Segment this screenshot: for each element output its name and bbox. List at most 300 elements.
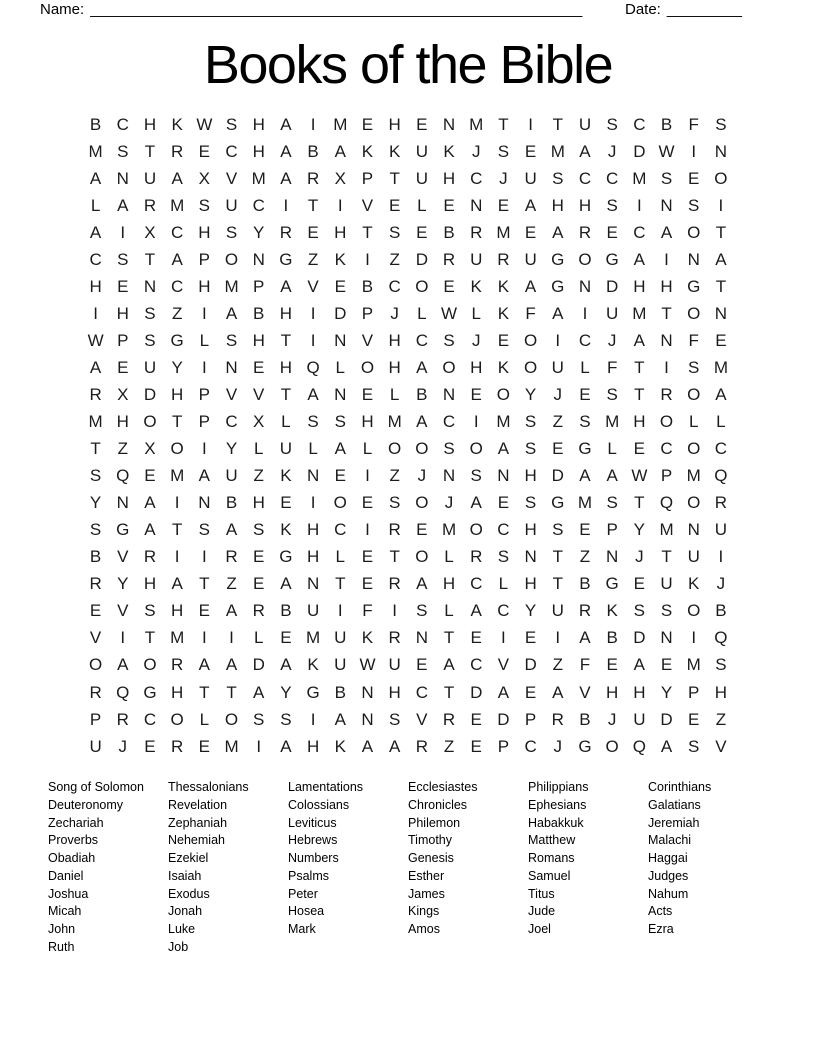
- grid-cell: W: [658, 141, 675, 161]
- grid-cell: N: [198, 493, 211, 513]
- name-label: Name:: [40, 1, 85, 18]
- grid-cell: S: [117, 141, 129, 161]
- grid-cell: T: [552, 574, 563, 594]
- grid-cell: S: [225, 330, 238, 350]
- grid-cell: C: [524, 736, 537, 756]
- grid-cell: L: [389, 384, 400, 404]
- grid-cell: A: [89, 357, 102, 377]
- grid-cell: E: [361, 547, 374, 567]
- grid-cell: T: [144, 249, 156, 269]
- grid-cell: M: [469, 114, 484, 134]
- grid-cell: A: [198, 655, 211, 675]
- grid-cell: M: [387, 412, 402, 432]
- grid-cell: A: [334, 141, 346, 161]
- word-list-item: Philemon: [408, 815, 461, 830]
- grid-cell: H: [143, 574, 157, 594]
- grid-cell: M: [170, 466, 185, 486]
- grid-cell: T: [634, 357, 645, 377]
- grid-cell: L: [607, 439, 617, 459]
- grid-cell: X: [253, 412, 265, 432]
- grid-cell: W: [631, 466, 648, 486]
- grid-cell: M: [170, 628, 185, 648]
- grid-cell: O: [687, 493, 701, 513]
- grid-cell: J: [499, 168, 508, 188]
- grid-cell: I: [201, 357, 207, 377]
- word-list-item: Hosea: [288, 904, 325, 919]
- grid-cell: U: [279, 439, 293, 459]
- grid-cell: S: [443, 439, 455, 459]
- grid-cell: F: [688, 114, 699, 134]
- grid-cell: E: [334, 276, 346, 296]
- word-list-item: Mark: [288, 922, 316, 936]
- grid-cell: G: [578, 736, 592, 756]
- grid-cell: H: [143, 114, 157, 134]
- word-list-item: Zephaniah: [168, 815, 228, 830]
- word-list-item: Nahum: [648, 886, 689, 901]
- grid-cell: H: [252, 114, 265, 134]
- grid-cell: P: [524, 709, 537, 729]
- grid-cell: N: [497, 466, 510, 486]
- grid-cell: O: [170, 439, 184, 459]
- grid-cell: D: [415, 249, 428, 269]
- grid-cell: A: [171, 249, 183, 269]
- word-list-item: Esther: [408, 868, 445, 883]
- grid-cell: C: [470, 168, 483, 188]
- grid-cell: Z: [117, 439, 128, 459]
- grid-cell: N: [442, 114, 456, 134]
- grid-cell: H: [606, 682, 619, 702]
- grid-cell: R: [116, 709, 129, 729]
- word-list-column: [168, 779, 288, 957]
- grid-cell: A: [715, 384, 727, 404]
- word-list-item: Daniel: [48, 868, 84, 883]
- grid-cell: U: [633, 709, 646, 729]
- grid-cell: I: [392, 601, 398, 621]
- word-list-item: Romans: [528, 851, 575, 865]
- grid-cell: L: [335, 547, 346, 567]
- grid-cell: G: [578, 439, 592, 459]
- grid-cell: H: [171, 384, 184, 404]
- grid-cell: K: [443, 141, 455, 161]
- grid-cell: V: [225, 168, 238, 188]
- grid-cell: T: [199, 682, 210, 702]
- grid-cell: C: [578, 168, 592, 188]
- grid-cell: U: [334, 655, 347, 675]
- grid-cell: S: [144, 303, 156, 323]
- grid-cell: E: [253, 357, 265, 377]
- grid-cell: A: [579, 466, 591, 486]
- grid-cell: U: [306, 601, 320, 621]
- grid-cell: Y: [660, 682, 673, 702]
- grid-cell: U: [415, 168, 428, 188]
- grid-cell: C: [171, 222, 184, 242]
- grid-cell: S: [198, 195, 211, 215]
- word-list-item: Micah: [48, 904, 82, 919]
- grid-cell: D: [524, 655, 537, 675]
- word-list-item: Thessalonians: [168, 780, 249, 794]
- grid-cell: S: [117, 249, 129, 269]
- grid-cell: A: [144, 493, 156, 513]
- grid-cell: M: [496, 222, 511, 242]
- grid-cell: U: [470, 249, 483, 269]
- grid-cell: B: [416, 384, 428, 404]
- word-list-item: Ezra: [648, 922, 674, 936]
- grid-cell: B: [606, 628, 618, 648]
- grid-cell: A: [606, 466, 618, 486]
- grid-cell: O: [143, 412, 157, 432]
- grid-cell: C: [442, 412, 456, 432]
- grid-cell: G: [605, 249, 619, 269]
- word-list-item: Lamentations: [288, 780, 364, 794]
- grid-cell: H: [198, 222, 211, 242]
- word-list-item: Corinthians: [648, 780, 712, 794]
- grid-cell: B: [443, 222, 455, 242]
- grid-cell: S: [606, 493, 618, 513]
- grid-cell: A: [144, 520, 156, 540]
- grid-cell: K: [361, 628, 374, 648]
- grid-cell: U: [334, 628, 347, 648]
- grid-cell: Q: [632, 736, 646, 756]
- grid-cell: M: [713, 357, 728, 377]
- grid-cell: G: [116, 520, 130, 540]
- grid-cell: D: [497, 709, 510, 729]
- grid-cell: Q: [714, 466, 728, 486]
- word-list-column: [408, 779, 528, 957]
- grid-cell: A: [280, 141, 292, 161]
- grid-cell: G: [551, 493, 565, 513]
- grid-cell: Z: [443, 736, 455, 756]
- word-list-item: Song of Solomon: [48, 780, 144, 794]
- word-list-item: Philippians: [528, 780, 589, 794]
- grid-cell: A: [552, 222, 564, 242]
- grid-cell: E: [524, 628, 537, 648]
- word-list-item: Obadiah: [48, 851, 96, 865]
- grid-cell: X: [144, 439, 156, 459]
- grid-cell: L: [688, 412, 699, 432]
- grid-cell: A: [633, 249, 646, 269]
- grid-cell: J: [607, 141, 617, 161]
- grid-cell: I: [718, 195, 724, 215]
- grid-cell: G: [306, 682, 320, 702]
- word-list-item: Ruth: [48, 939, 75, 954]
- grid-cell: H: [361, 412, 374, 432]
- grid-cell: A: [715, 249, 727, 269]
- grid-cell: N: [334, 384, 347, 404]
- grid-cell: U: [714, 520, 728, 540]
- grid-cell: F: [525, 303, 536, 323]
- grid-cell: S: [253, 709, 265, 729]
- grid-cell: I: [310, 114, 316, 134]
- word-list-item: James: [408, 886, 445, 901]
- grid-cell: B: [307, 141, 319, 161]
- date-field: [625, 1, 742, 18]
- grid-cell: J: [444, 493, 454, 513]
- grid-cell: N: [116, 493, 129, 513]
- grid-cell: E: [334, 466, 346, 486]
- grid-cell: S: [334, 412, 346, 432]
- grid-cell: E: [660, 655, 673, 675]
- grid-cell: L: [444, 601, 454, 621]
- grid-cell: P: [361, 303, 374, 323]
- grid-cell: T: [389, 547, 400, 567]
- grid-cell: A: [388, 736, 401, 756]
- grid-cell: G: [170, 330, 184, 350]
- grid-cell: C: [470, 655, 483, 675]
- grid-cell: H: [306, 547, 320, 567]
- grid-cell: M: [251, 168, 266, 188]
- grid-cell: C: [633, 222, 646, 242]
- grid-cell: H: [524, 466, 537, 486]
- grid-cell: Z: [715, 709, 727, 729]
- grid-cell: C: [470, 574, 483, 594]
- grid-cell: B: [660, 114, 673, 134]
- grid-cell: M: [306, 628, 321, 648]
- grid-cell: I: [555, 330, 561, 350]
- grid-cell: Y: [225, 439, 238, 459]
- grid-cell: L: [580, 357, 590, 377]
- grid-cell: T: [144, 628, 156, 648]
- grid-cell: B: [225, 493, 238, 513]
- grid-cell: A: [334, 709, 346, 729]
- grid-cell: E: [361, 114, 374, 134]
- grid-cell: S: [606, 384, 618, 404]
- grid-cell: L: [90, 195, 101, 215]
- grid-cell: R: [551, 709, 564, 729]
- grid-cell: T: [552, 114, 563, 134]
- grid-cell: N: [442, 384, 456, 404]
- grid-cell: E: [144, 466, 156, 486]
- word-list-item: Hebrews: [288, 833, 338, 848]
- grid-cell: H: [252, 493, 265, 513]
- word-list-item: Isaiah: [168, 868, 202, 883]
- grid-cell: A: [552, 303, 564, 323]
- grid-cell: E: [443, 195, 455, 215]
- grid-cell: I: [256, 736, 262, 756]
- grid-cell: N: [660, 628, 673, 648]
- grid-cell: E: [470, 709, 482, 729]
- grid-cell: W: [87, 330, 104, 350]
- grid-cell: M: [333, 114, 348, 134]
- grid-cell: L: [253, 439, 264, 459]
- grid-cell: O: [523, 357, 538, 377]
- grid-cell: O: [469, 520, 483, 540]
- grid-cell: O: [523, 330, 538, 350]
- grid-cell: I: [201, 303, 207, 323]
- grid-cell: I: [310, 493, 316, 513]
- grid-cell: I: [283, 195, 289, 215]
- grid-cell: C: [225, 412, 238, 432]
- grid-cell: S: [660, 601, 673, 621]
- grid-cell: A: [416, 574, 428, 594]
- grid-cell: K: [470, 276, 482, 296]
- grid-cell: S: [470, 466, 482, 486]
- grid-cell: E: [280, 628, 292, 648]
- grid-cell: U: [687, 547, 700, 567]
- grid-cell: T: [715, 222, 727, 242]
- word-list-column: [648, 779, 768, 957]
- word-list-item: Acts: [648, 904, 673, 919]
- grid-cell: E: [144, 736, 156, 756]
- grid-cell: V: [579, 682, 591, 702]
- grid-cell: H: [442, 168, 456, 188]
- grid-cell: L: [417, 303, 427, 323]
- grid-cell: S: [144, 330, 156, 350]
- grid-cell: Z: [579, 547, 591, 567]
- word-list-item: Job: [168, 939, 189, 954]
- word-list-item: Exodus: [168, 886, 210, 901]
- grid-cell: P: [688, 682, 700, 702]
- grid-cell: N: [687, 520, 700, 540]
- word-list-item: Ezekiel: [168, 851, 209, 865]
- grid-cell: E: [606, 222, 618, 242]
- grid-cell: R: [415, 736, 428, 756]
- grid-cell: G: [551, 276, 565, 296]
- word-list-item: Colossians: [288, 797, 350, 812]
- grid-cell: N: [252, 249, 265, 269]
- grid-cell: E: [443, 276, 455, 296]
- grid-cell: T: [552, 547, 563, 567]
- grid-cell: C: [334, 520, 347, 540]
- grid-cell: J: [553, 384, 563, 404]
- grid-cell: P: [606, 520, 618, 540]
- grid-cell: S: [688, 195, 700, 215]
- grid-cell: E: [633, 574, 646, 594]
- grid-cell: A: [225, 303, 238, 323]
- grid-cell: S: [524, 439, 537, 459]
- grid-cell: S: [225, 222, 238, 242]
- grid-cell: K: [307, 655, 319, 675]
- grid-cell: H: [524, 574, 537, 594]
- grid-cell: M: [632, 168, 647, 188]
- grid-cell: R: [442, 249, 456, 269]
- grid-cell: H: [470, 357, 483, 377]
- grid-cell: U: [415, 141, 428, 161]
- word-list-item: Kings: [408, 904, 440, 919]
- grid-cell: T: [443, 682, 455, 702]
- grid-cell: M: [496, 412, 511, 432]
- grid-cell: J: [417, 466, 427, 486]
- grid-cell: S: [497, 141, 510, 161]
- grid-cell: O: [415, 276, 429, 296]
- grid-cell: E: [416, 520, 428, 540]
- grid-cell: B: [89, 547, 102, 567]
- grid-cell: I: [528, 114, 533, 134]
- grid-cell: S: [688, 736, 700, 756]
- grid-cell: H: [388, 330, 401, 350]
- grid-cell: V: [497, 655, 510, 675]
- grid-cell: O: [578, 249, 592, 269]
- grid-cell: N: [143, 276, 157, 296]
- grid-cell: T: [171, 412, 183, 432]
- date-blank-line: _________: [666, 1, 742, 18]
- grid-cell: H: [388, 682, 401, 702]
- grid-cell: A: [361, 736, 374, 756]
- grid-cell: T: [90, 439, 101, 459]
- grid-cell: L: [281, 412, 291, 432]
- grid-cell: E: [606, 655, 618, 675]
- grid-cell: F: [606, 357, 618, 377]
- word-list-item: Judges: [648, 868, 689, 883]
- word-list-item: Luke: [168, 922, 196, 936]
- grid-cell: V: [225, 384, 238, 404]
- grid-cell: C: [171, 276, 184, 296]
- grid-cell: H: [714, 682, 728, 702]
- grid-cell: H: [252, 330, 265, 350]
- word-list-item: Jude: [528, 904, 556, 919]
- grid-cell: U: [606, 303, 619, 323]
- word-list-item: Peter: [288, 886, 318, 901]
- grid-cell: T: [144, 141, 156, 161]
- grid-cell: R: [89, 574, 102, 594]
- grid-cell: A: [524, 195, 537, 215]
- grid-cell: B: [579, 709, 591, 729]
- grid-cell: O: [170, 709, 184, 729]
- grid-cell: T: [199, 574, 210, 594]
- grid-cell: O: [442, 357, 456, 377]
- grid-cell: N: [225, 357, 238, 377]
- grid-cell: E: [361, 384, 374, 404]
- grid-cell: S: [89, 520, 102, 540]
- grid-cell: A: [470, 493, 482, 513]
- grid-cell: O: [388, 439, 402, 459]
- grid-cell: A: [280, 655, 292, 675]
- grid-cell: B: [253, 303, 265, 323]
- grid-cell: T: [498, 114, 509, 134]
- grid-cell: A: [307, 384, 319, 404]
- grid-cell: E: [253, 574, 265, 594]
- grid-cell: T: [661, 303, 672, 323]
- grid-cell: L: [335, 357, 346, 377]
- grid-cell: R: [171, 736, 184, 756]
- grid-cell: K: [171, 114, 183, 134]
- grid-cell: M: [224, 736, 239, 756]
- grid-cell: A: [225, 655, 238, 675]
- grid-cell: T: [443, 628, 455, 648]
- grid-cell: H: [279, 303, 293, 323]
- grid-cell: F: [362, 601, 373, 621]
- grid-cell: S: [388, 493, 401, 513]
- grid-cell: K: [280, 520, 292, 540]
- grid-cell: M: [441, 520, 457, 540]
- grid-cell: S: [388, 709, 401, 729]
- grid-cell: U: [388, 655, 401, 675]
- grid-cell: T: [661, 547, 672, 567]
- grid-cell: C: [714, 439, 728, 459]
- word-list-item: Amos: [408, 922, 440, 936]
- grid-cell: M: [659, 520, 674, 540]
- grid-cell: D: [606, 276, 619, 296]
- grid-cell: S: [552, 168, 564, 188]
- grid-cell: K: [497, 276, 510, 296]
- grid-cell: E: [633, 439, 646, 459]
- grid-cell: S: [416, 601, 428, 621]
- grid-cell: S: [225, 114, 238, 134]
- grid-cell: M: [550, 141, 565, 161]
- grid-cell: H: [442, 574, 456, 594]
- grid-cell: I: [310, 709, 316, 729]
- grid-cell: I: [201, 439, 207, 459]
- grid-cell: W: [359, 655, 376, 675]
- grid-cell: V: [117, 547, 129, 567]
- grid-cell: Y: [524, 384, 537, 404]
- grid-cell: E: [253, 547, 265, 567]
- grid-cell: T: [171, 520, 183, 540]
- grid-cell: D: [660, 709, 673, 729]
- grid-cell: A: [253, 682, 265, 702]
- grid-cell: O: [224, 709, 239, 729]
- grid-cell: E: [497, 493, 510, 513]
- grid-cell: I: [201, 547, 207, 567]
